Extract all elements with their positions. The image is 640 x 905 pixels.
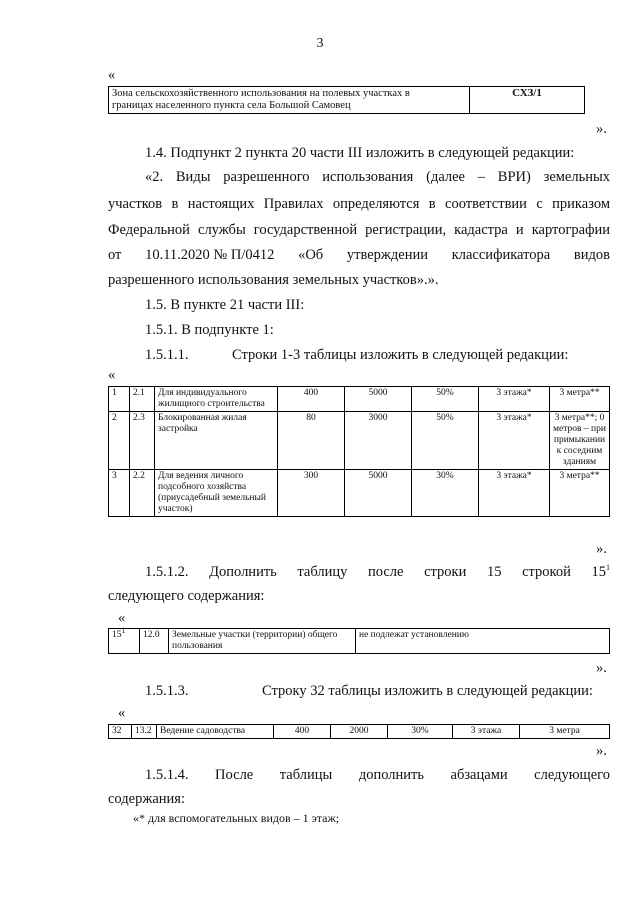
word: «Об: [298, 247, 324, 263]
superscript: 1: [121, 625, 126, 635]
word: строкой: [522, 564, 571, 580]
quote-close: ».: [596, 541, 607, 557]
table-row: [109, 412, 610, 470]
zone-name-line: границах населенного пункта села Большой Самовец: [112, 100, 351, 111]
cell-value: не подлежат установлению: [356, 629, 610, 654]
cell-name: Ведение садоводства: [157, 725, 274, 739]
cell-code: 2.1: [130, 387, 155, 412]
zone-code-cell: СХЗ/1: [470, 87, 585, 114]
cell-floors: 3 этажа*: [479, 387, 550, 412]
item-1-5-1-1-text: Строки 1-3 таблицы изложить в следующей редакции:: [232, 347, 569, 363]
superscript: 1: [605, 563, 610, 573]
cell-number: 3: [109, 470, 130, 517]
quote-open: «: [118, 610, 126, 626]
para-2-line-1: [145, 168, 610, 186]
para-2-line-3: Федеральной службы государственной регистрации, кадастра и картографии: [108, 222, 610, 238]
word: абзацами: [450, 767, 508, 783]
cell-min-area: 400: [274, 725, 331, 739]
cell-coverage: 30%: [388, 725, 453, 739]
word: ВРИ): [497, 169, 531, 185]
cell-floors: 3 этажа*: [479, 412, 550, 470]
word: использования: [322, 169, 414, 185]
cell-setback: 3 метра**: [550, 470, 610, 517]
item-1-5-1-3-num: 1.5.1.3.: [145, 683, 189, 699]
cell-coverage: 50%: [412, 387, 479, 412]
cell-number: [109, 625, 140, 654]
item-1-4: 1.4. Подпункт 2 пункта 20 части III изложить в следующей редакции:: [145, 145, 575, 161]
cell-setback: 3 метра: [520, 725, 610, 739]
word: классификатора: [451, 247, 551, 263]
page-number: 3: [316, 36, 324, 51]
item-1-5-1-2-line-2: следующего содержания:: [108, 588, 265, 604]
table-row: [109, 387, 610, 412]
word: от: [108, 247, 122, 263]
word: разрешенного: [223, 169, 310, 185]
word: земельных: [543, 169, 610, 185]
para-2-line-5: разрешенного использования земельных участков».».: [108, 272, 439, 288]
cell-setback: 3 метра**: [550, 387, 610, 412]
word: следующего: [534, 767, 610, 783]
cell-min-area: 400: [278, 387, 345, 412]
quote-open: «: [108, 67, 116, 83]
word: после: [367, 564, 404, 580]
cell-max-area: 2000: [331, 725, 388, 739]
quote-close: ».: [596, 743, 607, 759]
cell-floors: 3 этажа*: [479, 470, 550, 517]
word: строки: [424, 564, 467, 580]
word: 10.11.2020 № П/0412: [145, 247, 275, 263]
word: таблицы: [279, 767, 333, 783]
cell-max-area: 3000: [345, 412, 412, 470]
cell-code: 12.0: [140, 629, 169, 654]
item-1-5-1-3-text: Строку 32 таблицы изложить в следующей редакции:: [262, 683, 593, 699]
cell-max-area: 5000: [345, 470, 412, 517]
cell-max-area: 5000: [345, 387, 412, 412]
cell-code: 13.2: [132, 725, 157, 739]
table-row-32: [108, 724, 610, 739]
cell-min-area: 300: [278, 470, 345, 517]
cell-min-area: 80: [278, 412, 345, 470]
zone-table: [108, 86, 585, 114]
word: 1.5.1.2.: [145, 564, 189, 580]
quote-open: «: [118, 705, 126, 721]
word: дополнить: [358, 767, 424, 783]
cell-number-text: 15: [112, 630, 122, 640]
cell-setback: 3 метра**; 0 метров – при примыкании к соседним зданиям: [550, 412, 610, 470]
cell-code: 2.3: [130, 412, 155, 470]
cell-floors: 3 этажа: [453, 725, 520, 739]
cell-number: 1: [109, 387, 130, 412]
item-1-5-1: 1.5.1. В подпункте 1:: [145, 322, 274, 338]
word: утверждении: [346, 247, 429, 263]
cell-name: Для ведения личного подсобного хозяйства (приусадебный земельный участок): [155, 470, 278, 517]
quote-open: «: [108, 367, 116, 383]
cell-number: 2: [109, 412, 130, 470]
word: Виды: [175, 169, 211, 185]
item-1-5-1-1-num: 1.5.1.1.: [145, 347, 189, 363]
cell-name: Земельные участки (территории) общего пользования: [169, 629, 356, 654]
footnote: «* для вспомогательных видов – 1 этаж;: [133, 811, 340, 825]
word: видов: [573, 247, 610, 263]
item-1-5-1-4-line-1: [145, 766, 610, 784]
word: 15: [591, 564, 606, 580]
zone-name-line: Зона сельскохозяйственного использования на полевых участках в: [112, 88, 410, 99]
item-1-5-1-2-line-1: [145, 563, 610, 581]
word: (далее: [426, 169, 465, 185]
table-row: [109, 725, 610, 739]
cell-number: 32: [109, 725, 132, 739]
table-row-15-1: [108, 625, 610, 654]
word: Дополнить: [209, 564, 277, 580]
word: –: [477, 169, 486, 185]
quote-close: ».: [596, 121, 607, 137]
cell-coverage: 50%: [412, 412, 479, 470]
word: 15: [486, 564, 502, 580]
cell-coverage: 30%: [412, 470, 479, 517]
para-2-line-2: участков в настоящих Правилах определяются в соответствии с приказом: [108, 196, 610, 212]
item-1-5: 1.5. В пункте 21 части III:: [145, 297, 305, 313]
quote-close: ».: [596, 660, 607, 676]
table-row: [109, 629, 610, 654]
table-rows-1-3: [108, 386, 610, 517]
word: 1.5.1.4.: [145, 767, 189, 783]
word: «2.: [145, 169, 164, 185]
cell-name: Для индивидуального жилищного строительства: [155, 387, 278, 412]
word-with-sup: [591, 563, 610, 581]
para-2-line-4: [108, 246, 610, 264]
table-row: [109, 470, 610, 517]
word: таблицу: [297, 564, 348, 580]
item-1-5-1-4-line-2: содержания:: [108, 791, 186, 807]
cell-name: Блокированная жилая застройка: [155, 412, 278, 470]
zone-name-cell: [109, 87, 470, 114]
word: После: [215, 767, 254, 783]
cell-code: 2.2: [130, 470, 155, 517]
